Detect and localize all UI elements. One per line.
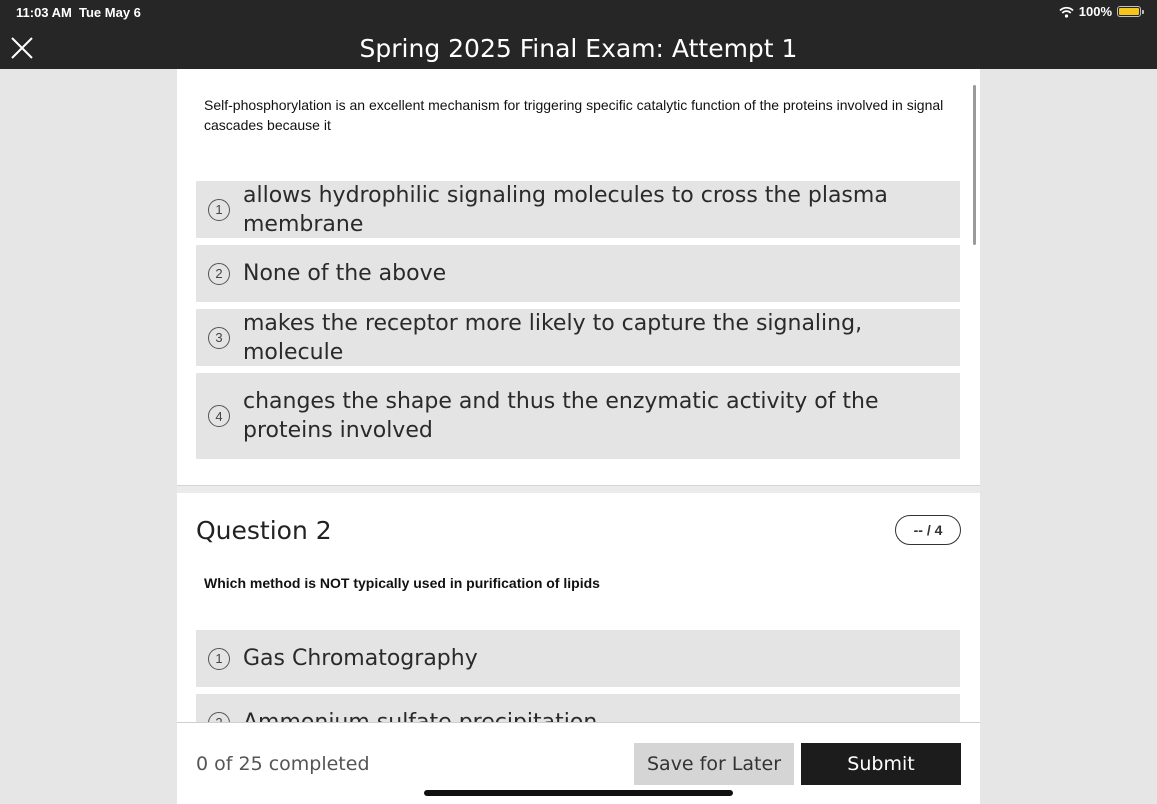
option-label: Gas Chromatography xyxy=(243,646,478,671)
submit-button[interactable]: Submit xyxy=(801,743,961,785)
save-for-later-button[interactable]: Save for Later xyxy=(634,743,794,785)
battery-icon xyxy=(1117,6,1141,17)
question-2-text: Which method is NOT typically used in purification of lipids xyxy=(204,575,600,591)
home-indicator[interactable] xyxy=(424,790,733,796)
option-label: allows hydrophilic signaling molecules to cross the plasma membrane xyxy=(243,182,888,237)
option-label: changes the shape and thus the enzymatic activity of the proteins involved xyxy=(243,389,879,443)
option-label: None of the above xyxy=(243,261,447,286)
battery-level xyxy=(1119,8,1139,15)
status-bar xyxy=(0,0,1157,24)
scrollbar[interactable] xyxy=(973,85,976,245)
question-2-option-1[interactable] xyxy=(196,630,960,687)
option-number: 1 xyxy=(208,199,230,221)
question-1-option-2[interactable] xyxy=(196,245,960,302)
exam-content[interactable] xyxy=(177,69,980,722)
question-1-option-4[interactable] xyxy=(196,373,960,459)
status-time: 11:03 AM xyxy=(16,5,72,20)
question-1-text: Self-phosphorylation is an excellent mechanism for triggering specific catalytic function of the proteins involved in signal cascades because it xyxy=(204,97,944,133)
option-number: 1 xyxy=(208,648,230,670)
page-title: Spring 2025 Final Exam: Attempt 1 xyxy=(359,34,798,63)
option-number: 4 xyxy=(208,405,230,427)
status-indicators xyxy=(1059,4,1141,19)
score-badge: -- / 4 xyxy=(895,515,961,545)
status-date: Tue May 6 xyxy=(79,5,141,20)
question-divider xyxy=(177,485,980,493)
question-1-option-3[interactable] xyxy=(196,309,960,366)
option-number: 3 xyxy=(208,327,230,349)
question-2-heading: Question 2 xyxy=(196,516,332,545)
completion-progress: 0 of 25 completed xyxy=(196,753,370,775)
wifi-icon xyxy=(1059,6,1074,18)
question-1-option-1[interactable] xyxy=(196,181,960,238)
option-label: makes the receptor more likely to capture the signaling, molecule xyxy=(243,310,863,365)
title-bar xyxy=(0,24,1157,69)
option-number: 2 xyxy=(208,263,230,285)
battery-percent: 100% xyxy=(1078,4,1112,19)
